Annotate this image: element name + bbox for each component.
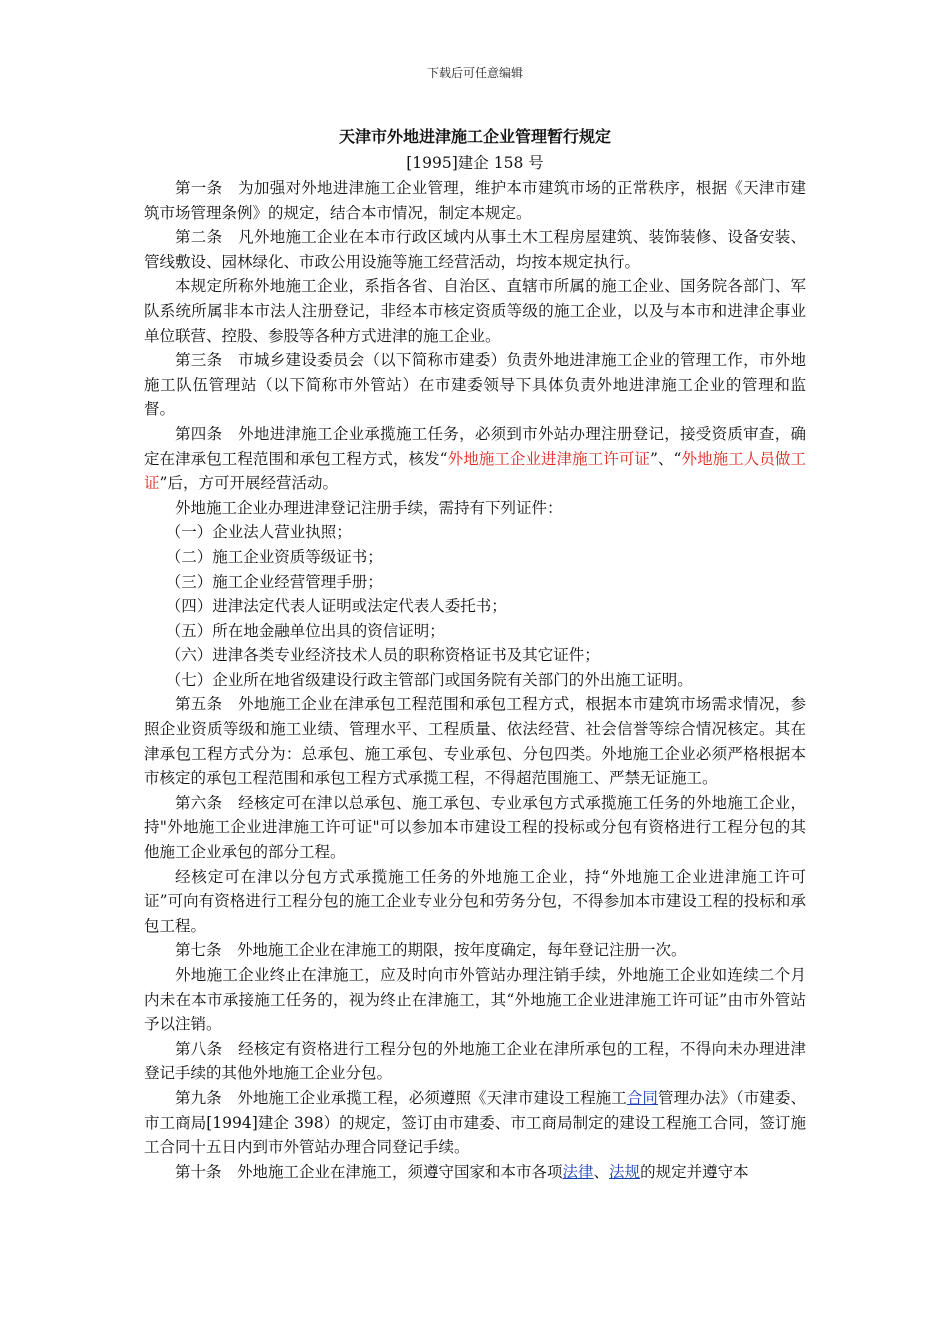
article-2-definition: 本规定所称外地施工企业，系指各省、自治区、直辖市所属的施工企业、国务院各部门、军队系统所属非本市法人注册登记，非经本市核定资质等级的施工企业，以及与本市和进津企事业单位联营、控股、参股等各种方式进津的施工企业。 bbox=[144, 277, 806, 345]
contract-link[interactable]: 合同 bbox=[626, 1088, 658, 1107]
work-card-name-highlight: 外地施工人员做工证 bbox=[144, 449, 806, 493]
article-5: 第五条 外地施工企业在津承包工程范围和承包工程方式，根据本市建筑市场需求情况，参照企业资质等级和施工业绩、管理水平、工程质量、依法经营、社会信誉等综合情况核定。其在津承包工程方式分为：总承包、施工承包、专业承包、分包四类。外地施工企业必须严格根据本市核定的承包工程范围和承包工程方式承揽工程，不得超范围施工、严禁无证施工。 bbox=[144, 695, 806, 788]
article-9 bbox=[144, 1086, 806, 1160]
article-6: 第六条 经核定可在津以总承包、施工承包、专业承包方式承揽施工任务的外地施工企业，持"外地施工企业进津施工许可证"可以参加本市建设工程的投标或分包有资格进行工程分包的其他施工企业承包的部分工程。 bbox=[144, 793, 806, 862]
article-10-separator: 、 bbox=[593, 1162, 610, 1181]
list-item: （二）施工企业资质等级证书； bbox=[165, 547, 383, 566]
article-7-termination: 外地施工企业终止在津施工，应及时向市外管站办理注销手续，外地施工企业如连续二个月内未在本市承接施工任务的，视为终止在津施工，其“外地施工企业进津施工许可证”由市外管站予以注销。 bbox=[144, 966, 806, 1034]
document-body bbox=[144, 124, 806, 1184]
article-4-text-c: ”后，方可开展经营活动。 bbox=[159, 474, 338, 493]
list-item: （一）企业法人营业执照； bbox=[165, 523, 352, 542]
article-4-requirements: 外地施工企业办理进津登记注册手续，需持有下列证件： bbox=[175, 498, 563, 517]
permit-name-highlight: 外地施工企业进津施工许可证 bbox=[447, 449, 650, 468]
page-header-note: 下载后可任意编辑 bbox=[426, 66, 523, 80]
article-3: 第三条 市城乡建设委员会（以下简称市建委）负责外地进津施工企业的管理工作，市外地施工队伍管理站（以下简称市外管站）在市建委领导下具体负责外地进津施工企业的管理和监督。 bbox=[144, 351, 806, 419]
list-item: （七）企业所在地省级建设行政主管部门或国务院有关部门的外出施工证明。 bbox=[165, 670, 693, 689]
article-10-text-a: 第十条 外地施工企业在津施工，须遵守国家和本市各项 bbox=[175, 1162, 563, 1181]
article-9-text-a: 第九条 外地施工企业承揽工程，必须遵照《天津市建设工程施工 bbox=[175, 1088, 627, 1107]
article-10-text-b: 的规定并遵守本 bbox=[640, 1162, 749, 1181]
article-6-subcontract: 经核定可在津以分包方式承揽施工任务的外地施工企业，持“外地施工企业进津施工许可证”可向有资格进行工程分包的施工企业专业分包和劳务分包，不得参加本市建设工程的投标和承包工程。 bbox=[144, 867, 806, 935]
article-4 bbox=[144, 422, 806, 496]
article-2: 第二条 凡外地施工企业在本市行政区域内从事土木工程房屋建筑、装饰装修、设备安装、管线敷设、园林绿化、市政公用设施等施工经营活动，均按本规定执行。 bbox=[144, 228, 806, 271]
article-1: 第一条 为加强对外地进津施工企业管理，维护本市建筑市场的正常秩序，根据《天津市建筑市场管理条例》的规定，结合本市情况，制定本规定。 bbox=[144, 179, 806, 222]
list-item: （五）所在地金融单位出具的资信证明； bbox=[165, 621, 445, 640]
article-4-text-b: ”、“ bbox=[649, 449, 682, 468]
article-8: 第八条 经核定有资格进行工程分包的外地施工企业在津所承包的工程，不得向未办理进津登记手续的其他外地施工企业分包。 bbox=[144, 1039, 806, 1083]
document-title: 天津市外地进津施工企业管理暂行规定 bbox=[338, 127, 611, 146]
article-10 bbox=[144, 1160, 806, 1185]
regulation-link[interactable]: 法规 bbox=[609, 1162, 641, 1181]
document-number: [1995]建企 158 号 bbox=[406, 154, 544, 172]
law-link[interactable]: 法律 bbox=[562, 1162, 594, 1181]
list-item: （四）进津法定代表人证明或法定代表人委托书； bbox=[165, 597, 507, 616]
list-item: （六）进津各类专业经济技术人员的职称资格证书及其它证件； bbox=[165, 646, 600, 665]
list-item: （三）施工企业经营管理手册； bbox=[165, 572, 383, 591]
article-4-text-a: 第四条 外地进津施工企业承揽施工任务，必须到市外站办理注册登记，接受资质审查，确定在津承包工程范围和承包工程方式，核发“ bbox=[144, 424, 806, 468]
article-9-text-b: 管理办法》（市建委、市工商局[1994]建企 398）的规定，签订由市建委、市工商局制定的建设工程施工合同，签订施工合同十五日内到市外管站办理合同登记手续。 bbox=[144, 1088, 806, 1157]
article-7: 第七条 外地施工企业在津施工的期限，按年度确定，每年登记注册一次。 bbox=[175, 941, 687, 960]
